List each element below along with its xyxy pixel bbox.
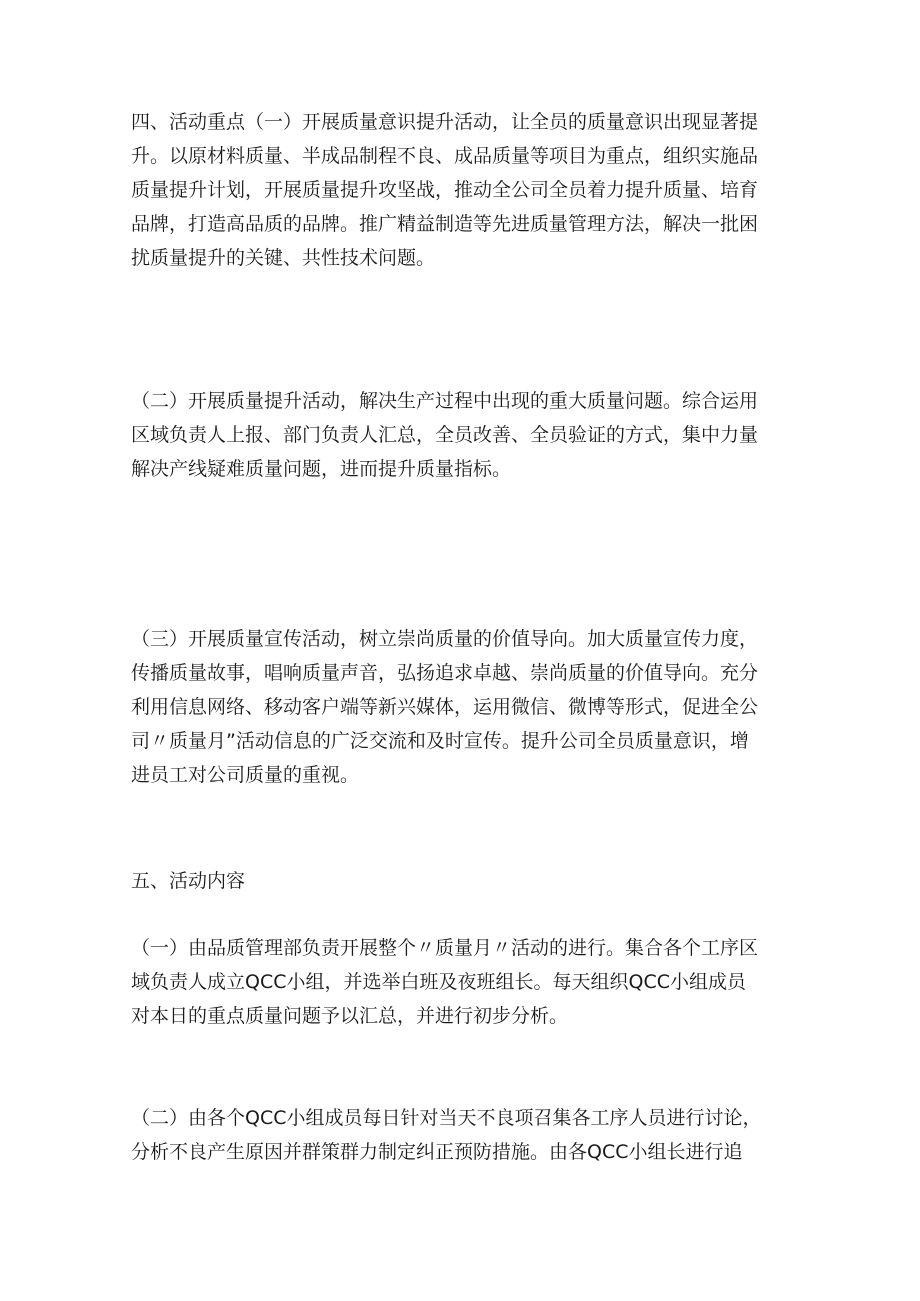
paragraph-activity-content-1 <box>131 932 811 1034</box>
section-heading-activity-content <box>131 865 245 897</box>
paragraph-line: 域负责人成立QCC小组，并选举白班及夜班组长。每天组织QCC小组成员 <box>131 971 746 993</box>
paragraph-line: 司〃质量月”活动信息的广泛交流和及时宣传。提升公司全员质量意识，增 <box>131 730 749 752</box>
paragraph-line: 扰质量提升的关键、共性技术问题。 <box>131 247 436 269</box>
paragraph-activity-focus-2 <box>131 385 811 487</box>
paragraph-line: 进员工对公司质量的重视。 <box>131 764 360 786</box>
paragraph-line: 分析不良产生原因并群策群力制定纠正预防措施。由各QCC小组长进行追 <box>131 1141 743 1163</box>
paragraph-activity-focus-1 <box>131 105 811 275</box>
paragraph-line: 利用信息网络、移动客户端等新兴媒体，运用微信、微博等形式，促进全公 <box>131 696 759 718</box>
paragraph-activity-content-2 <box>131 1102 811 1170</box>
paragraph-line: （二）开展质量提升活动，解决生产过程中出现的重大质量问题。综合运用 <box>131 390 759 412</box>
paragraph-line: 质量提升计划，开展质量提升攻坚战，推动全公司全员着力提升质量、培育 <box>131 179 759 201</box>
paragraph-line: 解决产线疑难质量问题，进而提升质量指标。 <box>131 458 512 480</box>
paragraph-line: 传播质量故事，唱响质量声音，弘扬追求卓越、崇尚质量的价值导向。充分 <box>131 662 759 684</box>
heading-text: 五、活动内容 <box>131 870 246 892</box>
paragraph-line: 品牌，打造高品质的品牌。推广精益制造等先进质量管理方法，解决一批困 <box>131 213 759 235</box>
paragraph-line: 对本日的重点质量问题予以汇总，并进行初步分析。 <box>131 1005 569 1027</box>
paragraph-activity-focus-3 <box>131 623 811 793</box>
paragraph-line: （二）由各个QCC小组成员每日针对当天不良项召集各工序人员进行讨论， <box>131 1107 762 1129</box>
paragraph-line: 四、活动重点（一）开展质量意识提升活动，让全员的质量意识出现显著提 <box>131 111 759 133</box>
paragraph-line: （一）由品质管理部负责开展整个〃质量月〃活动的进行。集合各个工序区 <box>131 937 759 959</box>
paragraph-line: （三）开展质量宣传活动，树立崇尚质量的价值导向。加大质量宣传力度， <box>131 628 759 650</box>
paragraph-line: 升。以原材料质量、半成品制程不良、成品质量等项目为重点，组织实施品 <box>131 145 759 167</box>
paragraph-line: 区域负责人上报、部门负责人汇总，全员改善、全员验证的方式，集中力量 <box>131 424 759 446</box>
